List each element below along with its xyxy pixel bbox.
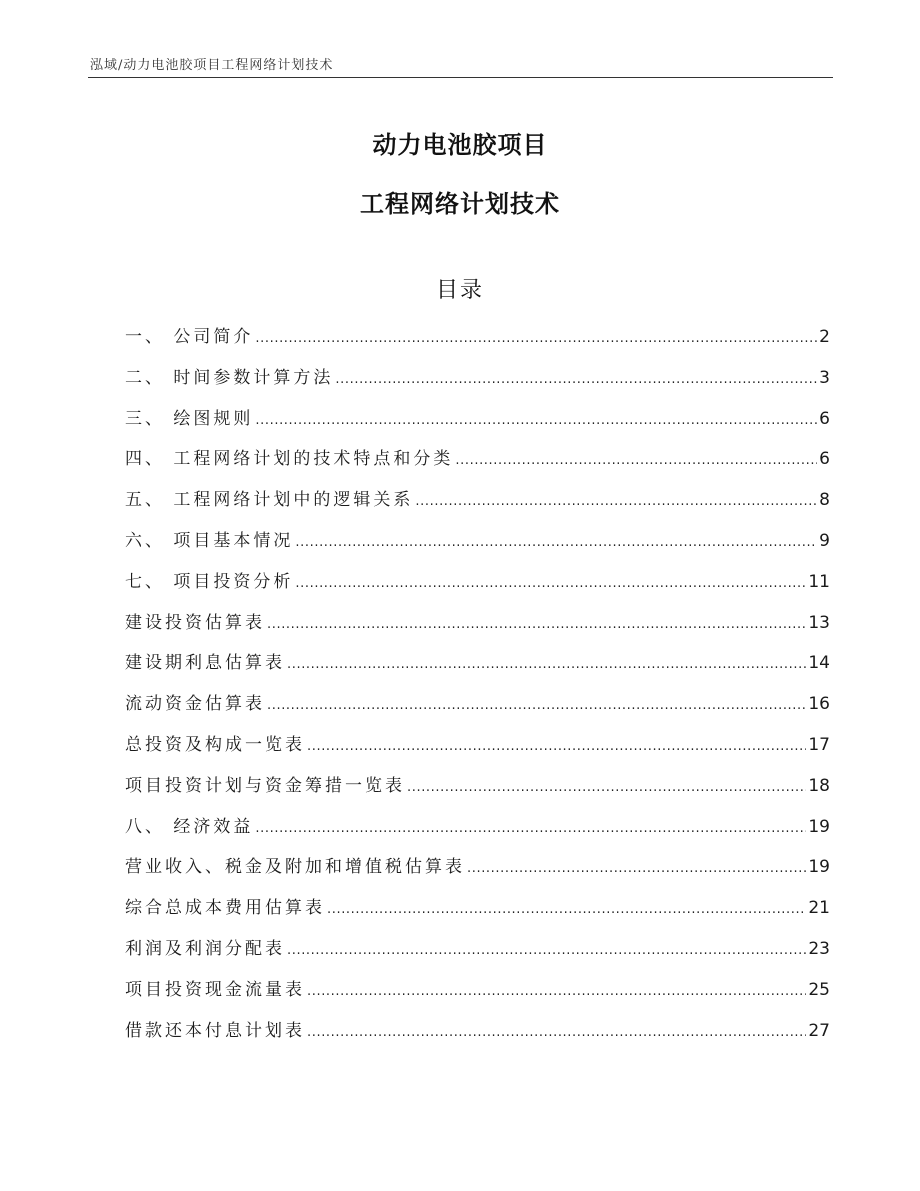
toc-entry[interactable] bbox=[125, 771, 830, 812]
toc-entry[interactable] bbox=[125, 363, 830, 404]
toc-entry[interactable] bbox=[125, 526, 830, 567]
toc-entry[interactable] bbox=[125, 812, 830, 853]
toc-dot-leader bbox=[307, 732, 806, 762]
toc-entry-page-number: 6 bbox=[819, 408, 830, 429]
toc-entry-label: 二、 时间参数计算方法 bbox=[125, 367, 334, 388]
toc-entry[interactable] bbox=[125, 404, 830, 445]
toc-entry-label: 四、 工程网络计划的技术特点和分类 bbox=[125, 449, 454, 470]
toc-entry-page-number: 11 bbox=[808, 571, 830, 592]
toc-dot-leader bbox=[307, 977, 806, 1007]
toc-entry-label: 项目投资现金流量表 bbox=[125, 979, 305, 1000]
toc-entry-page-number: 16 bbox=[808, 694, 830, 715]
toc-entry-page-number: 8 bbox=[819, 490, 830, 511]
toc-entry-label: 七、 项目投资分析 bbox=[125, 571, 294, 592]
toc-entry-page-number: 19 bbox=[808, 816, 830, 837]
toc-entry[interactable] bbox=[125, 485, 830, 526]
toc-entry-label: 建设投资估算表 bbox=[125, 612, 265, 633]
toc-entry-page-number: 25 bbox=[808, 979, 830, 1000]
toc-dot-leader bbox=[267, 610, 806, 640]
toc-dot-leader bbox=[255, 406, 817, 436]
toc-entry-page-number: 23 bbox=[808, 938, 830, 959]
toc-entry-page-number: 13 bbox=[808, 612, 830, 633]
toc-entry-label: 流动资金估算表 bbox=[125, 694, 265, 715]
toc-heading: 目录 bbox=[435, 278, 484, 303]
toc-entry-page-number: 9 bbox=[819, 530, 830, 551]
toc-entry[interactable] bbox=[125, 1016, 830, 1057]
table-of-contents bbox=[125, 322, 830, 1056]
toc-entry-label: 综合总成本费用估算表 bbox=[125, 898, 325, 919]
toc-entry-label: 八、 经济效益 bbox=[125, 816, 254, 837]
toc-entry[interactable] bbox=[125, 730, 830, 771]
toc-entry-page-number: 3 bbox=[819, 367, 830, 388]
toc-entry[interactable] bbox=[125, 608, 830, 649]
toc-dot-leader bbox=[467, 854, 806, 884]
toc-entry[interactable] bbox=[125, 975, 830, 1016]
toc-entry[interactable] bbox=[125, 893, 830, 934]
toc-dot-leader bbox=[255, 324, 817, 354]
toc-entry-label: 三、 绘图规则 bbox=[125, 408, 254, 429]
toc-entry[interactable] bbox=[125, 444, 830, 485]
toc-entry[interactable] bbox=[125, 567, 830, 608]
toc-entry-page-number: 19 bbox=[808, 857, 830, 878]
toc-dot-leader bbox=[267, 691, 806, 721]
toc-entry[interactable] bbox=[125, 322, 830, 363]
toc-entry-label: 利润及利润分配表 bbox=[125, 938, 285, 959]
toc-entry-page-number: 6 bbox=[819, 449, 830, 470]
toc-dot-leader bbox=[287, 936, 806, 966]
toc-entry-label: 建设期利息估算表 bbox=[125, 653, 285, 674]
toc-dot-leader bbox=[327, 895, 806, 925]
toc-entry-label: 总投资及构成一览表 bbox=[125, 734, 305, 755]
document-title-line-1: 动力电池胶项目 bbox=[372, 131, 548, 159]
toc-dot-leader bbox=[335, 365, 817, 395]
toc-entry-page-number: 18 bbox=[808, 775, 830, 796]
toc-dot-leader bbox=[295, 528, 817, 558]
toc-entry-label: 借款还本付息计划表 bbox=[125, 1020, 305, 1041]
toc-entry-label: 营业收入、税金及附加和增值税估算表 bbox=[125, 857, 465, 878]
toc-entry-page-number: 27 bbox=[808, 1020, 830, 1041]
toc-dot-leader bbox=[407, 773, 806, 803]
toc-entry-page-number: 21 bbox=[808, 898, 830, 919]
header-divider bbox=[88, 77, 833, 78]
toc-entry-label: 一、 公司简介 bbox=[125, 327, 254, 347]
toc-entry-page-number: 17 bbox=[808, 734, 830, 755]
toc-entry-page-number: 2 bbox=[819, 327, 830, 347]
toc-entry[interactable] bbox=[125, 852, 830, 893]
toc-dot-leader bbox=[287, 650, 806, 680]
toc-entry-label: 六、 项目基本情况 bbox=[125, 530, 294, 551]
running-header: 泓域/动力电池胶项目工程网络计划技术 bbox=[90, 58, 334, 73]
toc-entry-label: 项目投资计划与资金筹措一览表 bbox=[125, 775, 405, 796]
toc-entry-page-number: 14 bbox=[808, 653, 830, 674]
toc-dot-leader bbox=[255, 814, 806, 844]
toc-entry[interactable] bbox=[125, 648, 830, 689]
toc-entry[interactable] bbox=[125, 934, 830, 975]
toc-entry[interactable] bbox=[125, 689, 830, 730]
toc-dot-leader bbox=[415, 487, 817, 517]
toc-dot-leader bbox=[295, 569, 806, 599]
toc-entry-label: 五、 工程网络计划中的逻辑关系 bbox=[125, 490, 414, 511]
toc-dot-leader bbox=[455, 446, 817, 476]
document-title-line-2: 工程网络计划技术 bbox=[360, 190, 560, 218]
toc-dot-leader bbox=[307, 1018, 806, 1048]
